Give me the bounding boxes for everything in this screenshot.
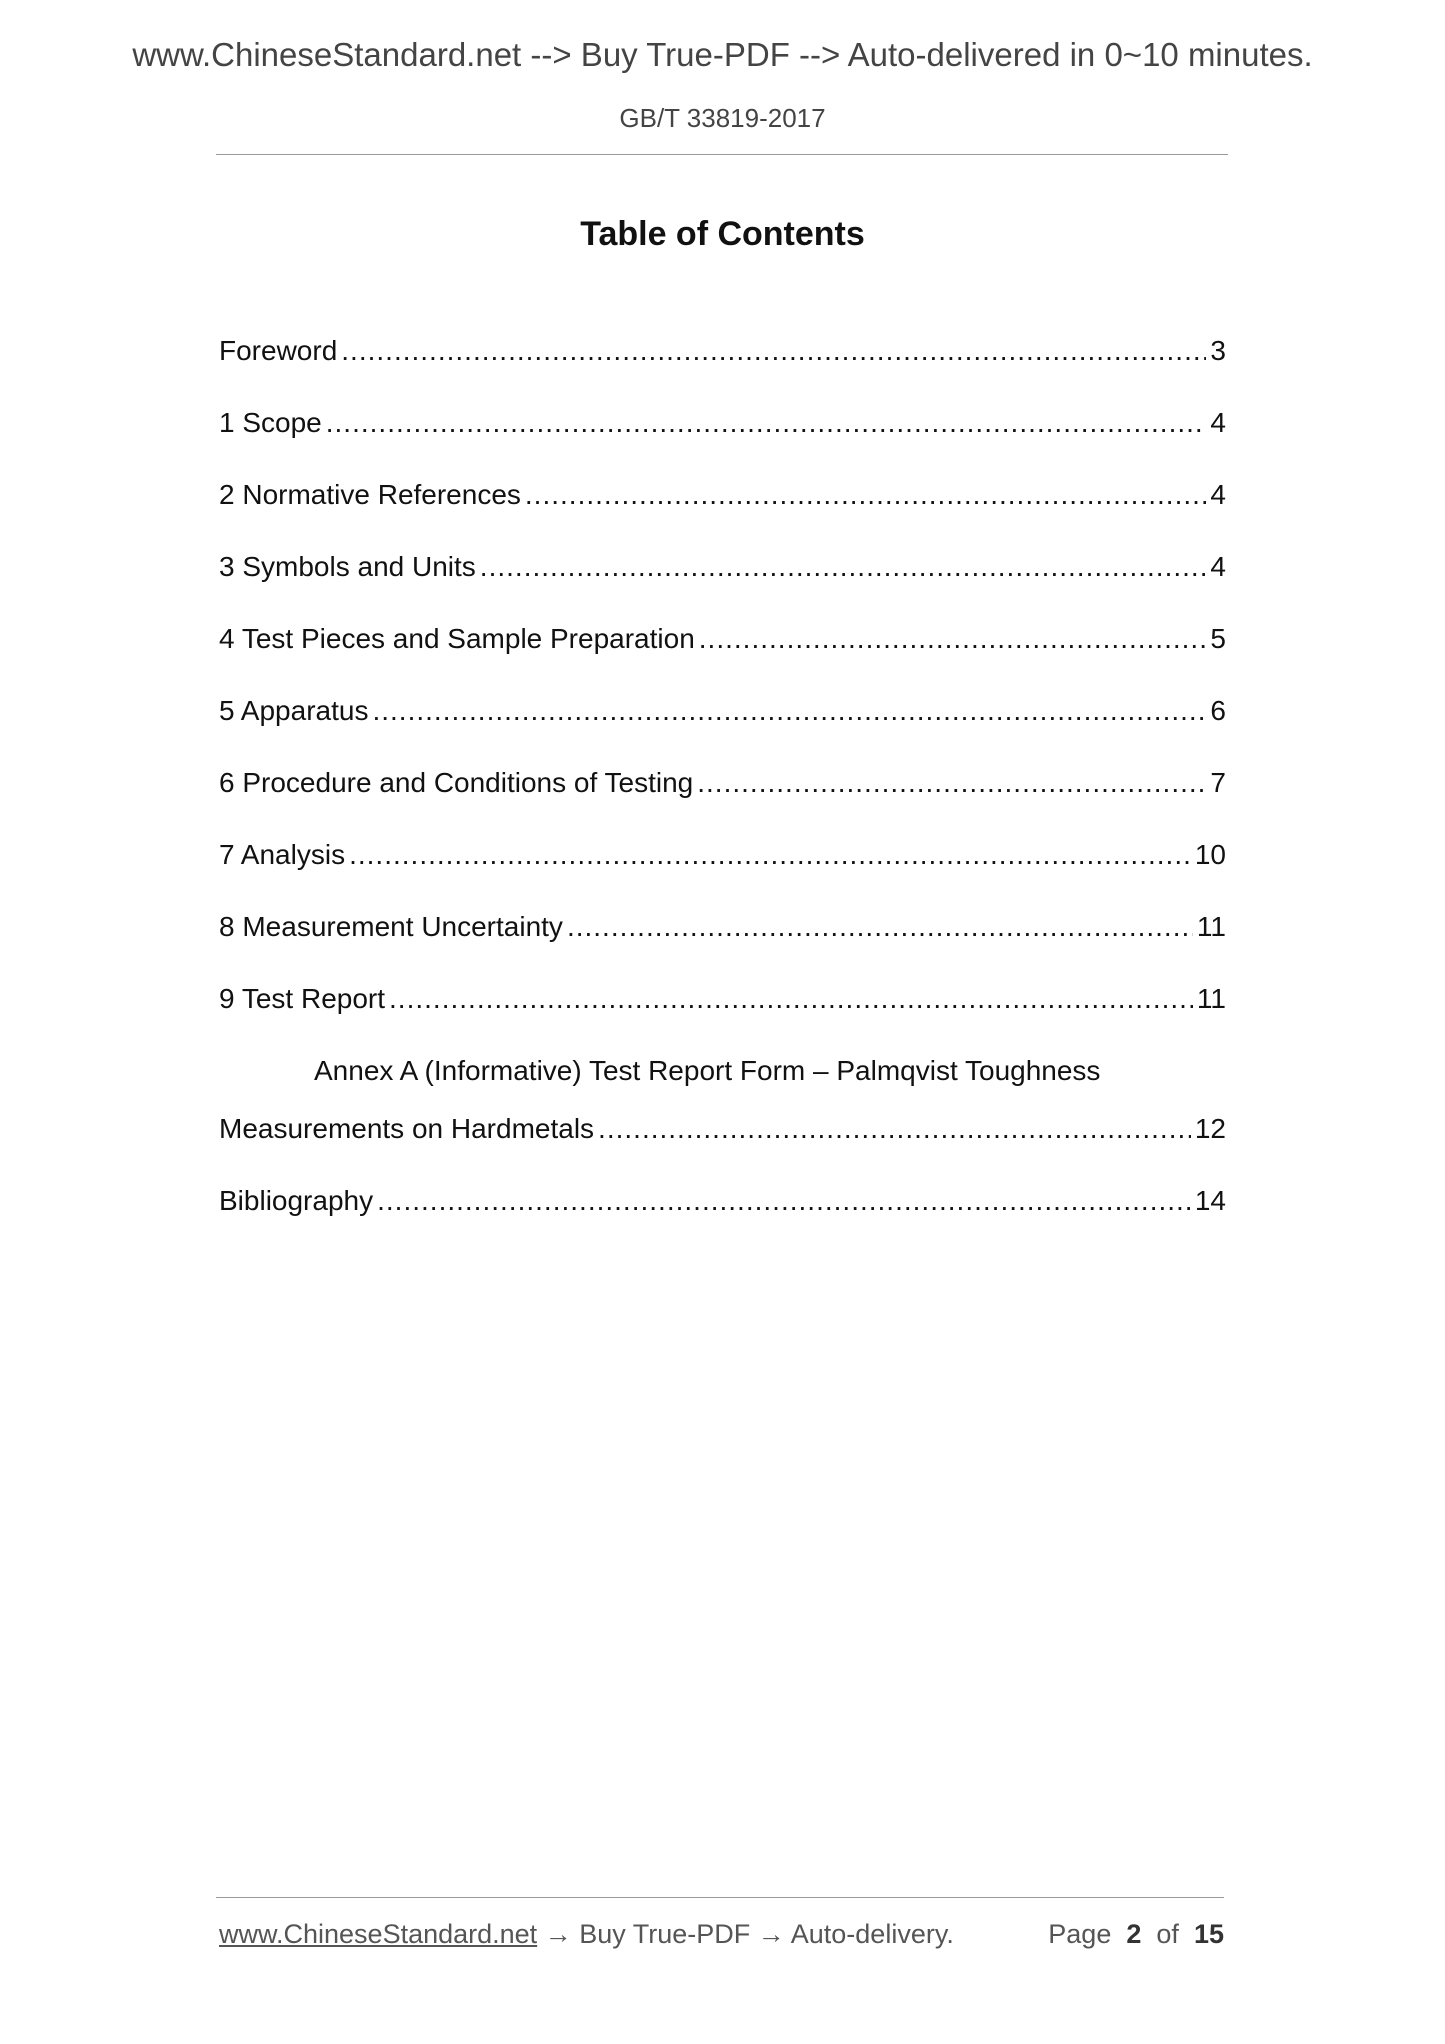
toc-entry-page: 4 [1210,479,1226,510]
toc-entry-test-report[interactable] [219,983,1226,1055]
dot-leader [349,839,1191,871]
footer-delivery-text: Auto-delivery. [784,1919,954,1949]
dot-leader [341,335,1206,367]
toc-entry-title: 6 Procedure and Conditions of Testing [219,767,694,798]
toc-entry-page: 11 [1196,911,1226,942]
page-number [1048,1919,1224,1950]
toc-entry-measurement-uncertainty[interactable] [219,911,1226,983]
toc-entry-title: 8 Measurement Uncertainty [219,911,563,942]
toc-entry-normative-references[interactable] [219,479,1226,551]
document-code: GB/T 33819-2017 [619,103,826,133]
top-banner: www.ChineseStandard.net --> Buy True-PDF --> Auto-delivered in 0~10 minutes. [132,36,1313,73]
toc-entry-analysis[interactable] [219,839,1226,911]
header-divider [216,154,1228,155]
total-pages-number: 15 [1193,1919,1224,1949]
toc-entry-symbols-and-units[interactable] [219,551,1226,623]
toc-entry-title: Measurements on Hardmetals [219,1113,595,1144]
toc-entry-page: 11 [1196,983,1226,1014]
toc-entry-apparatus[interactable] [219,695,1226,767]
current-page-number: 2 [1126,1919,1142,1949]
page-title: Table of Contents [580,215,865,253]
toc-entry-test-pieces[interactable] [219,623,1226,695]
toc-entry-scope[interactable] [219,407,1226,479]
footer-divider [216,1897,1224,1898]
toc-entry-procedure[interactable] [219,767,1226,839]
dot-leader [567,911,1193,943]
dot-leader [598,1113,1191,1145]
dot-leader [525,479,1207,511]
toc-entry-bibliography[interactable] [219,1185,1226,1257]
toc-entry-title: 1 Scope [219,407,322,438]
dot-leader [326,407,1207,439]
toc-entry-annex-a-line1[interactable]: Annex A (Informative) Test Report Form – Palmqvist Toughness [314,1055,1101,1086]
toc-entry-title: 9 Test Report [219,983,386,1014]
footer-promo [219,1919,954,1950]
toc-entry-title: Bibliography [219,1185,374,1216]
toc-entry-page: 14 [1194,1185,1226,1216]
toc-entry-title: 2 Normative References [219,479,521,510]
toc-entry-page: 10 [1194,839,1226,870]
toc-entry-title: 4 Test Pieces and Sample Preparation [219,623,695,654]
toc-entry-annex-a[interactable] [219,1113,1226,1185]
of-label: of [1156,1919,1179,1949]
toc-entry-title: Foreword [219,335,338,366]
arrow-right-icon: → [544,1919,572,1949]
toc-entry-page: 12 [1194,1113,1226,1144]
footer-buy-text: Buy True-PDF [571,1919,758,1949]
dot-leader [389,983,1193,1015]
toc-entry-page: 7 [1210,767,1226,798]
arrow-right-icon: → [757,1919,785,1949]
toc-entry-title: 3 Symbols and Units [219,551,476,582]
dot-leader [699,623,1207,655]
dot-leader [697,767,1206,799]
dot-leader [377,1185,1191,1217]
toc-entry-page: 4 [1210,407,1226,438]
toc-entry-page: 6 [1210,695,1226,726]
table-of-contents [219,335,1226,1257]
page-label: Page [1048,1919,1112,1949]
dot-leader [372,695,1206,727]
toc-entry-page: 3 [1210,335,1226,366]
toc-entry-page: 4 [1210,551,1226,582]
toc-entry-title: 5 Apparatus [219,695,369,726]
toc-entry-foreword[interactable] [219,335,1226,407]
toc-entry-page: 5 [1210,623,1226,654]
toc-entry-title: 7 Analysis [219,839,346,870]
dot-leader [480,551,1207,583]
footer-website-link[interactable]: www.ChineseStandard.net [219,1919,538,1949]
